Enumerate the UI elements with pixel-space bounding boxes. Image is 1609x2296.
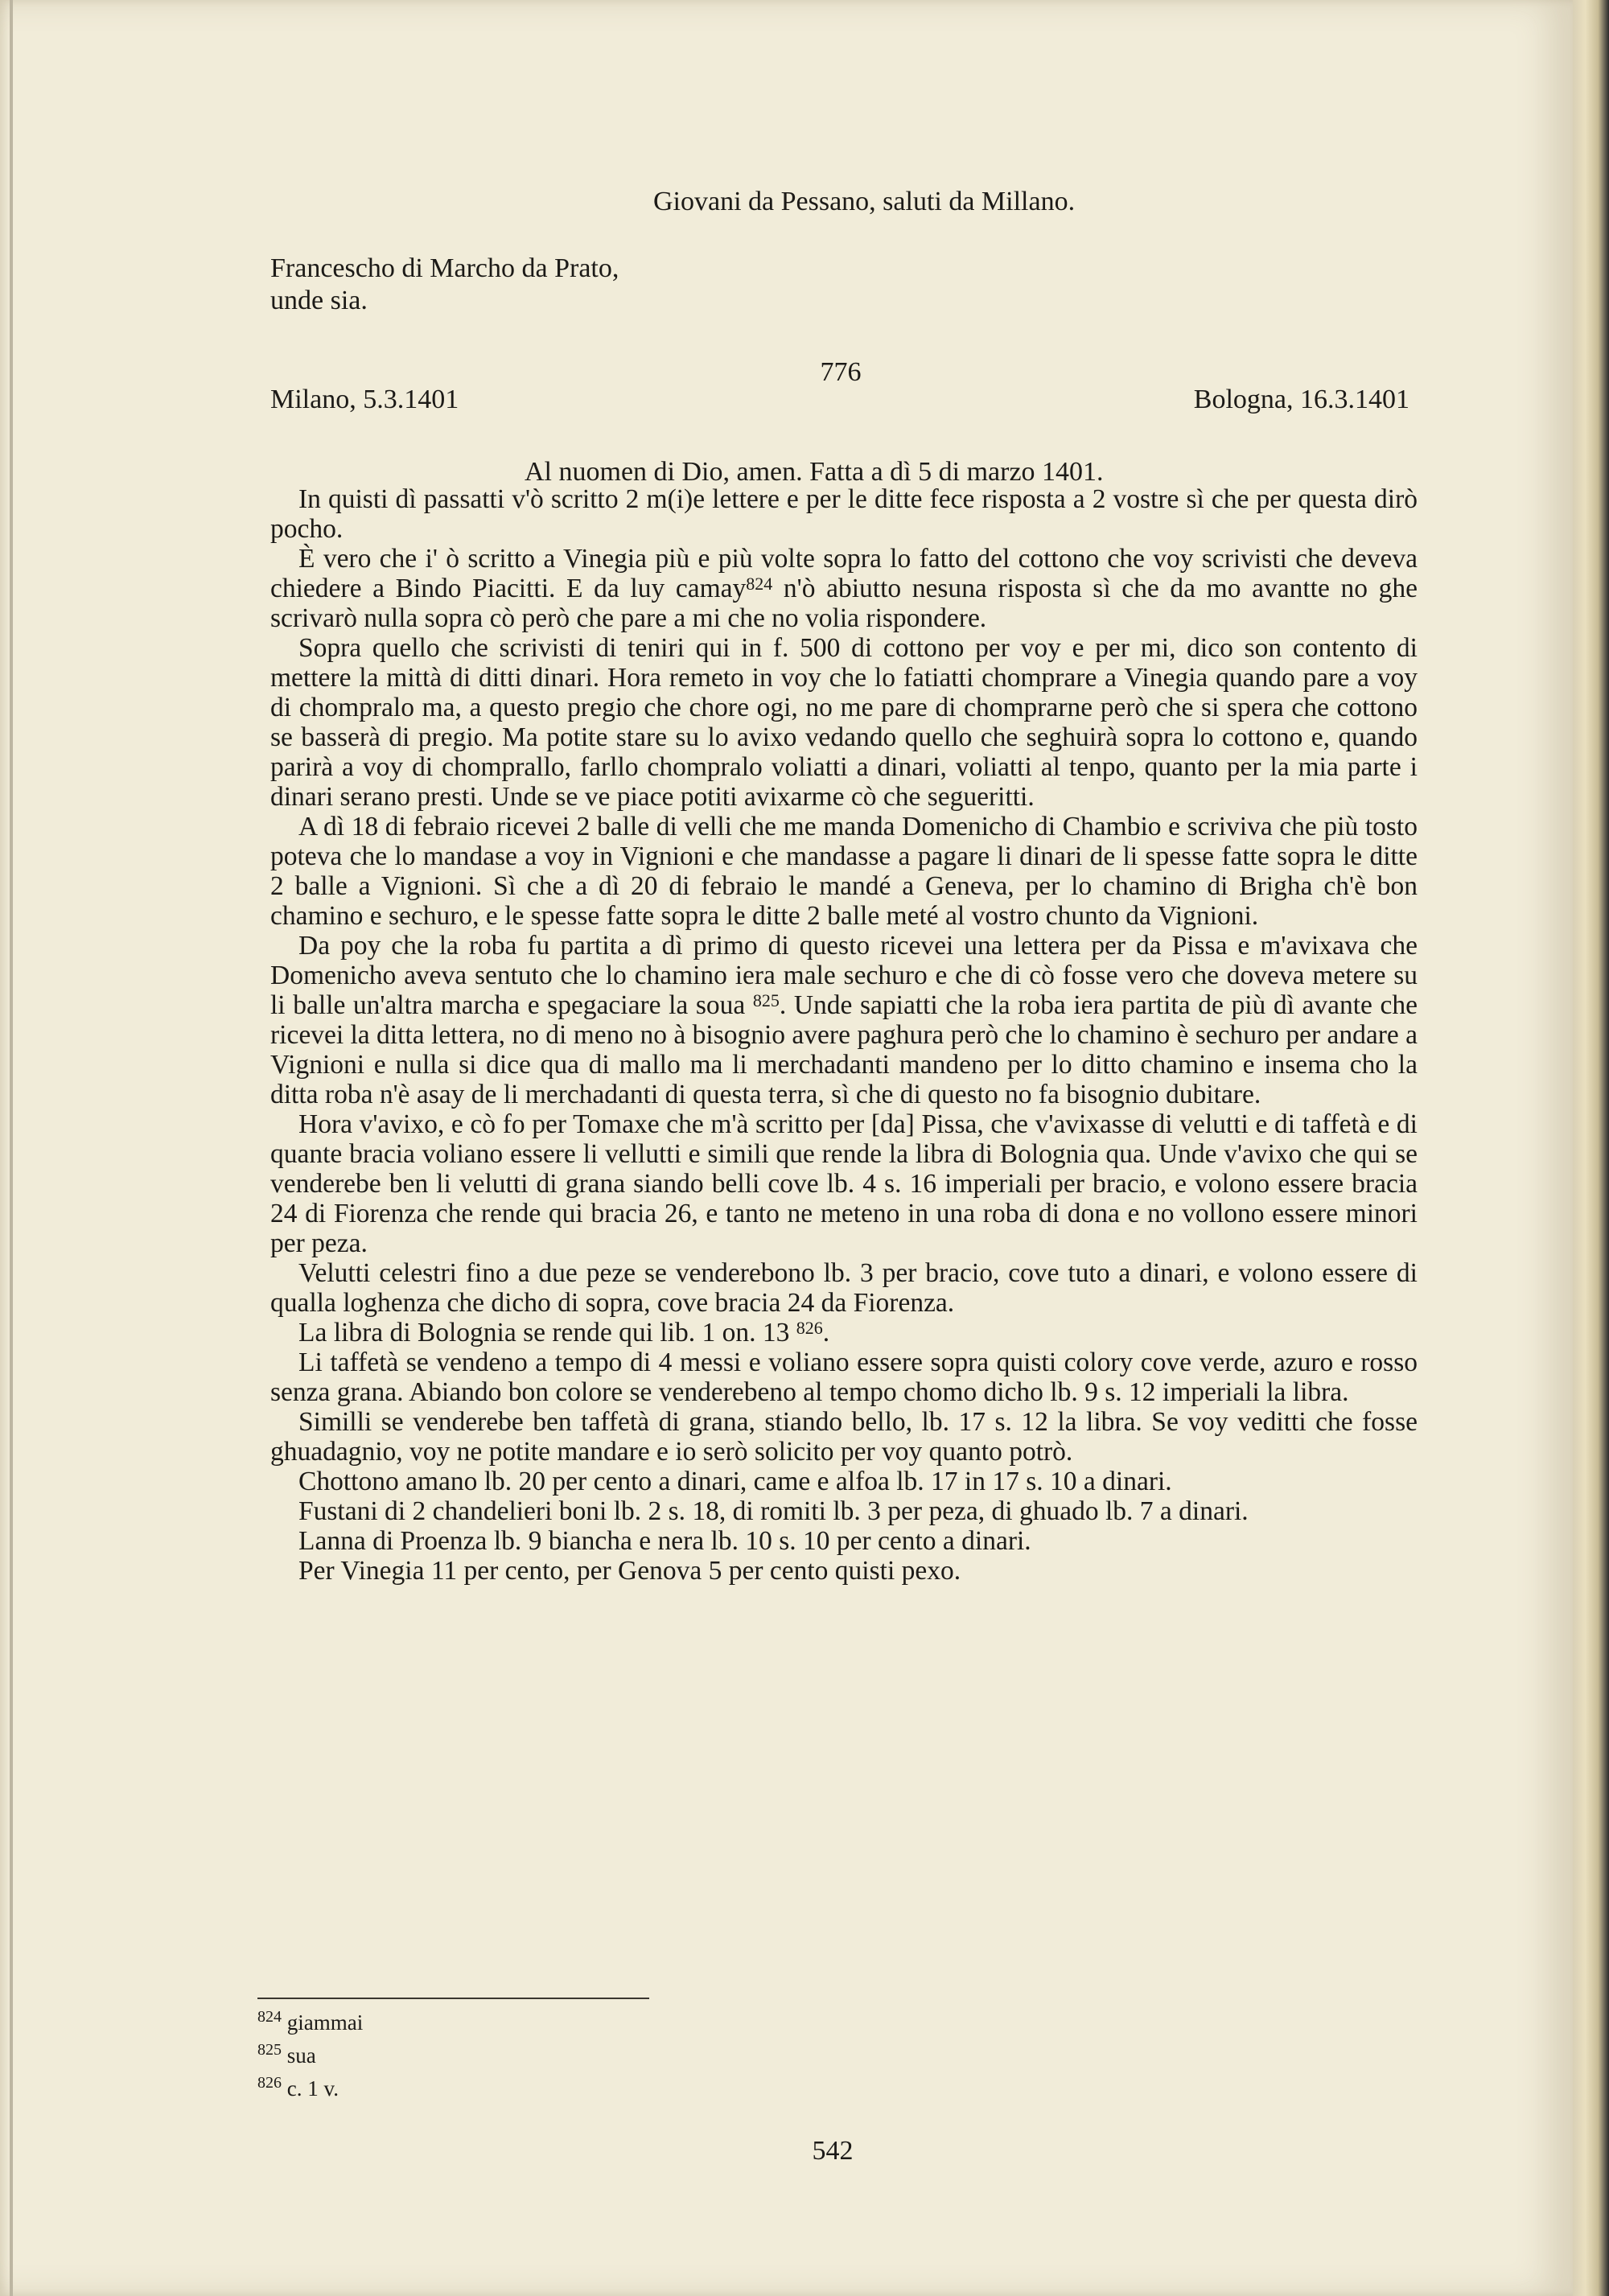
paragraph-text: In quisti dì passatti v'ò scritto 2 m(i)e lettere e per le ditte fece risposta a 2 vostre sì che per questa dirò pocho.: [270, 484, 1418, 544]
paragraph-text: Lanna di Proenza lb. 9 biancha e nera lb. 10 s. 10 per cento a dinari.: [298, 1526, 1031, 1556]
body-paragraph: [270, 931, 1418, 1109]
paragraph-text: .: [822, 1318, 830, 1348]
body-paragraph: [270, 1556, 1418, 1586]
paragraph-text: . Unde sapiatti che la roba iera partita de più dì avante che ricevei la ditta lettera, no di meno no à bisognio avere paghura però che lo chamino è sechuro per andare a Vignioni e nulla si dice qua di mallo ma li merchadanti mandeno per lo ditto chamino e insema cho la ditta roba n'è asay de li merchadanti di questa terra, sì che di questo no fa bisognio dubitare.: [270, 990, 1418, 1109]
paragraph-text: Velutti celestri fino a due peze se venderebono lb. 3 per bracio, cove tuto a dinari, e volono essere di qualla loghenza che dicho di sopra, cove bracia 24 da Fiorenza.: [270, 1258, 1418, 1318]
footnotes: [257, 2003, 363, 2102]
letter-destination: Bologna, 16.3.1401: [1193, 385, 1409, 414]
footnote: [257, 2069, 363, 2102]
footnote-number: 824: [257, 2008, 282, 2026]
addressee-line: Francescho di Marcho da Prato,: [270, 253, 619, 283]
binding-edge: [10, 0, 13, 2296]
body-paragraph: [270, 544, 1418, 633]
body-paragraph: [270, 1407, 1418, 1467]
paragraph-text: Per Vinegia 11 per cento, per Genova 5 per cento quisti pexo.: [298, 1556, 961, 1586]
paragraph-text: Fustani di 2 chandelieri boni lb. 2 s. 18, di romiti lb. 3 per peza, di ghuado lb. 7 a dinari.: [298, 1496, 1249, 1526]
body-paragraph: [270, 1109, 1418, 1258]
footnote-ref: 824: [746, 574, 773, 594]
paragraph-text: n'ò abiutto nesuna risposta sì che da mo avantte no ghe scrivarò nulla sopra cò però che pare a mi che no volia rispondere.: [270, 574, 1418, 633]
body-paragraph: [270, 1258, 1418, 1318]
paragraph-text: Da poy che la roba fu partita a dì primo di questo ricevei una lettera per da Pissa e m'avixava che Domenicho aveva sentuto che lo chamino iera male sechuro e che di cò fosse vero che doveva metere su li balle un'altra marcha e spegaciare la soua: [270, 931, 1418, 1020]
letter-opening: Al nuomen di Dio, amen. Fatta a dì 5 di marzo 1401.: [525, 457, 1104, 487]
letter-body: [270, 484, 1418, 1586]
paragraph-text: Hora v'avixo, e cò fo per Tomaxe che m'à scritto per [da] Pissa, che v'avixasse di velutti e di taffetà e di quante bracia voliano essere li vellutti e simili que rende la libra di Bolognia qua. Unde v'avixo che qui se venderebe ben li velutti di grana siando belli cove lb. 4 s. 16 imperiali per bracio, e volono essere bracia 24 di Fiorenza che rende qui bracia 26, e tanto ne meteno in una roba di dona e no vollono essere minori per peza.: [270, 1109, 1418, 1258]
body-paragraph: [270, 633, 1418, 812]
paragraph-text: Sopra quello che scrivisti di teniri qui in f. 500 di cottono per voy e per mi, dico son contento di mettere la mittà di ditti dinari. Hora remeto in voy che lo fatiatti chomprare a Vinegia quando pare a voy di chompralo ma, a questo pregio che chore ogi, no me pare di chomprarne però che si spera che cottono se basserà di pregio. Ma potite stare su lo avixo vedando quello che seghuirà sopra lo cottono e, quando parirà a voy di chomprallo, farllo chompralo voliatti a dinari, voliatti al tenpo, quanto per la mia parte i dinari serano presti. Unde se ve piace potiti avixarme cò che segueritti.: [270, 633, 1418, 812]
paragraph-text: A dì 18 di febraio ricevei 2 balle di velli che me manda Domenicho di Chambio e scriviva che più tosto poteva che lo mandase a voy in Vignioni e che mandasse a pagare li dinari de li spesse fatte sopra le ditte 2 balle a Vignioni. Sì che a dì 20 di febraio le mandé a Geneva, per lo chamino di Brigha ch'è bon chamino e sechuro, e le spesse fatte sopra le ditte 2 balle meté al vostro chunto da Vignioni.: [270, 812, 1418, 931]
letter-origin: Milano, 5.3.1401: [270, 385, 459, 414]
footnote-ref: 825: [752, 990, 780, 1010]
page-edge: [1573, 0, 1609, 2296]
body-paragraph: [270, 1318, 1418, 1348]
body-paragraph: [270, 1467, 1418, 1496]
paragraph-text: La libra di Bolognia se rende qui lib. 1 on. 13: [298, 1318, 796, 1348]
body-paragraph: [270, 1496, 1418, 1526]
footnote-ref: 826: [796, 1318, 823, 1338]
addressee-block: [270, 253, 619, 317]
footnote-text: sua: [282, 2043, 316, 2068]
paragraph-text: Chottono amano lb. 20 per cento a dinari, came e alfoa lb. 17 in 17 s. 10 a dinari.: [298, 1467, 1172, 1496]
page-number: 542: [812, 2136, 854, 2166]
body-paragraph: [270, 812, 1418, 931]
footnote: [257, 2036, 363, 2069]
footnote-number: 826: [257, 2074, 282, 2092]
footnote-number: 825: [257, 2041, 282, 2059]
letter-number: 776: [820, 357, 862, 387]
salutation: Giovani da Pessano, saluti da Millano.: [653, 187, 1076, 216]
body-paragraph: [270, 1526, 1418, 1556]
footnote: [257, 2003, 363, 2036]
footnote-divider: [257, 1998, 649, 1999]
body-paragraph: [270, 1348, 1418, 1407]
footnote-text: giammai: [282, 2010, 364, 2035]
paragraph-text: Li taffetà se vendeno a tempo di 4 messi e voliano essere sopra quisti colory cove verde, azuro e rosso senza grana. Abiando bon colore se venderebeno al tempo chomo dicho lb. 9 s. 12 imperiali la libra.: [270, 1348, 1418, 1407]
addressee-line: unde sia.: [270, 286, 368, 315]
footnote-text: c. 1 v.: [282, 2076, 339, 2101]
body-paragraph: [270, 484, 1418, 544]
paragraph-text: Similli se venderebe ben taffetà di grana, stiando bello, lb. 17 s. 12 la libra. Se voy veditti che fosse ghuadagnio, voy ne potite mandare e io serò solicito per voy quanto potrò.: [270, 1407, 1418, 1467]
paragraph-text: È vero che i' ò scritto a Vinegia più e più volte sopra lo fatto del cottono che voy scrivisti che deveva chiedere a Bindo Piacitti. E da luy camay: [270, 544, 1418, 603]
